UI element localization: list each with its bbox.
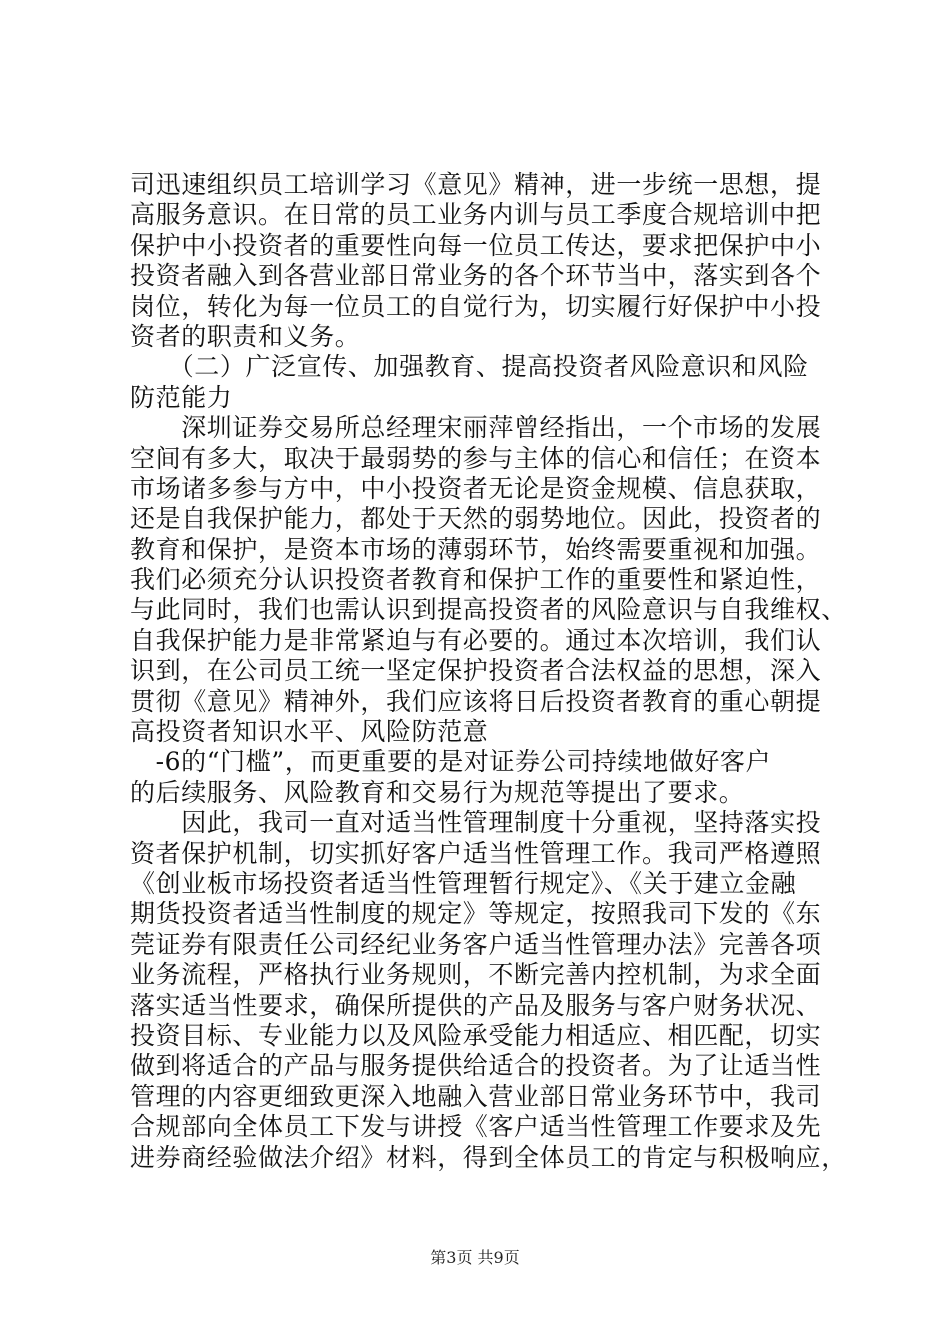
page-number-footer: 第3页 共9页 — [430, 1248, 520, 1267]
text-line: 我们必须充分认识投资者教育和保护工作的重要性和紧迫性， — [130, 565, 822, 595]
text-line: 莞证券有限责任公司经纪业务客户适当性管理办法》完善各项 — [130, 929, 822, 959]
text-line: 识到，在公司员工统一坚定保护投资者合法权益的思想，深入 — [130, 656, 822, 686]
text-line: 高投资者知识水平、风险防范意 — [130, 717, 489, 747]
text-line: 投资目标、专业能力以及风险承受能力相适应、相匹配，切实 — [130, 1020, 822, 1050]
text-line: 司迅速组织员工培训学习《意见》精神，进一步统一思想，提 — [130, 170, 822, 199]
text-line: 资者保护机制，切实抓好客户适当性管理工作。我司严格遵照 — [130, 838, 822, 868]
text-line: 《创业板市场投资者适当性管理暂行规定》、《关于建立金融 — [130, 868, 797, 898]
text-line: 保护中小投资者的重要性向每一位员工传达，要求把保护中小 — [130, 230, 822, 260]
text-line: 深圳证券交易所总经理宋丽萍曾经指出，一个市场的发展 — [130, 413, 822, 443]
text-line: 自我保护能力是非常紧迫与有必要的。通过本次培训，我们认 — [130, 625, 822, 655]
text-line: 岗位，转化为每一位员工的自觉行为，切实履行好保护中小投 — [130, 291, 822, 321]
text-line: 还是自我保护能力，都处于天然的弱势地位。因此，投资者的 — [130, 504, 822, 534]
text-line: 贯彻《意见》精神外，我们应该将日后投资者教育的重心朝提 — [130, 686, 822, 716]
text-line: -6的“门槛”，而更重要的是对证券公司持续地做好客户 — [130, 747, 772, 777]
text-line: 进券商经验做法介绍》材料，得到全体员工的肯定与积极响应， — [130, 1142, 847, 1172]
section-heading-line: 防范能力 — [130, 382, 233, 412]
text-line: 业务流程，严格执行业务规则，不断完善内控机制，为求全面 — [130, 960, 822, 990]
text-line: 因此，我司一直对适当性管理制度十分重视，坚持落实投 — [130, 808, 822, 838]
text-line: 市场诸多参与方中，中小投资者无论是资金规模、信息获取， — [130, 473, 822, 503]
text-line: 投资者融入到各营业部日常业务的各个环节当中，落实到各个 — [130, 261, 822, 291]
text-line: 做到将适合的产品与服务提供给适合的投资者。为了让适当性 — [130, 1051, 822, 1081]
text-line: 资者的职责和义务。 — [130, 321, 361, 351]
text-line: 管理的内容更细致更深入地融入营业部日常业务环节中，我司 — [130, 1081, 822, 1111]
text-line: 空间有多大，取决于最弱势的参与主体的信心和信任；在资本 — [130, 443, 822, 473]
text-line: 落实适当性要求，确保所提供的产品及服务与客户财务状况、 — [130, 990, 822, 1020]
text-line: 高服务意识。在日常的员工业务内训与员工季度合规培训中把 — [130, 200, 822, 230]
text-line: 合规部向全体员工下发与讲授《客户适当性管理工作要求及先 — [130, 1112, 822, 1142]
text-line: 教育和保护，是资本市场的薄弱环节，始终需要重视和加强。 — [130, 534, 822, 564]
text-line: 期货投资者适当性制度的规定》等规定，按照我司下发的《东 — [130, 899, 822, 929]
text-line: 与此同时，我们也需认识到提高投资者的风险意识与自我维权、 — [130, 595, 847, 625]
section-heading-line: （二）广泛宣传、加强教育、提高投资者风险意识和风险 — [130, 352, 809, 382]
text-line: 的后续服务、风险教育和交易行为规范等提出了要求。 — [130, 777, 745, 807]
body-text — [130, 170, 847, 1173]
